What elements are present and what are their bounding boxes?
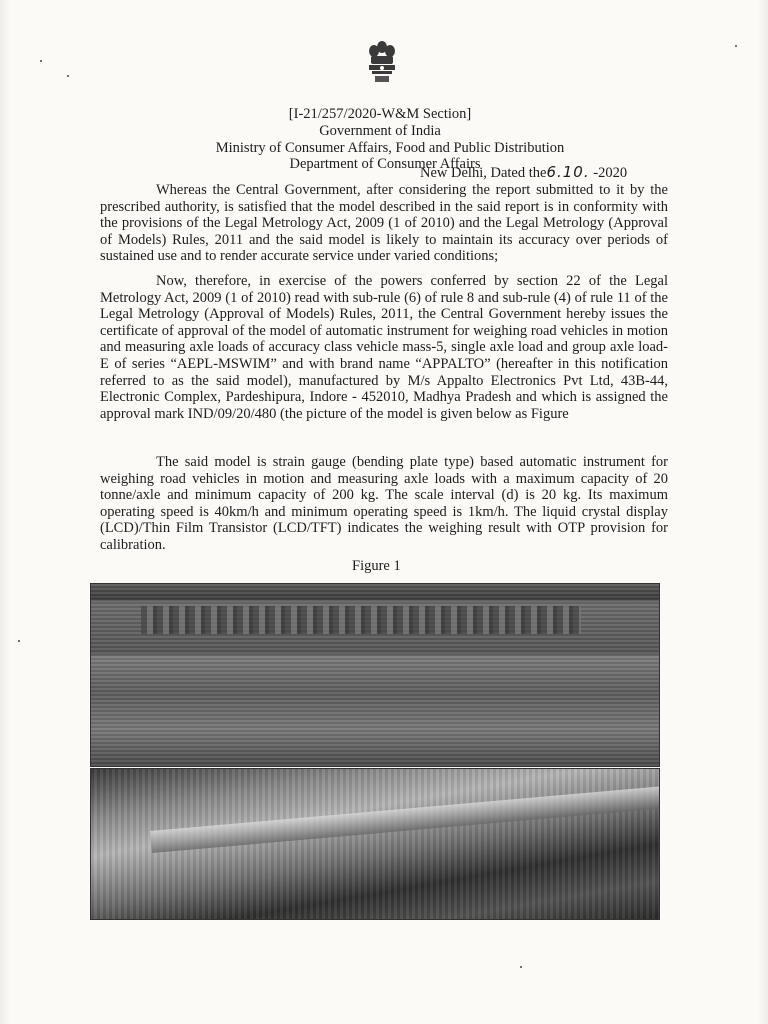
scan-speck <box>520 966 522 968</box>
paragraph-whereas: Whereas the Central Government, after considering the report submitted to it by the prescribed authority, is satisfied that the model described in the said report is in conformity with the provisions of the Legal Metrology Act, 2009 (1 of 2010) and the Legal Metrology (Approval of Models) Rules, 2011 and the said model is likely to maintain its accuracy over periods of sustained use and to render accurate service under varied conditions; <box>100 182 668 265</box>
date-line <box>420 163 627 182</box>
date-handwritten: 6.10. <box>546 163 590 181</box>
national-emblem-icon <box>364 38 400 86</box>
file-number: [I-21/257/2020-W&M Section] <box>288 106 472 122</box>
scan-speck <box>735 45 737 47</box>
platform-label-band <box>141 606 581 634</box>
sensor-plate <box>150 786 660 853</box>
ministry-name: Ministry of Consumer Affairs, Food and Public Distribution <box>215 140 565 156</box>
date-prefix: New Delhi, Dated the <box>420 165 547 181</box>
department-name: Department of Consumer Affairs <box>289 156 481 172</box>
paragraph-now-therefore: Now, therefore, in exercise of the powers conferred by section 22 of the Legal Metrology Act, 2009 (1 of 2010) read with sub-rule (6) of rule 8 and sub-rule (4) of rule 11 of the Legal Metrology (Approval of Models) Rules, 2011, the Central Government hereby issues the certificate of approval of the model of automatic instrument for weighing road vehicles in motion and measuring axle loads of accuracy class vehicle mass-5, single axle load and group axle load-E of series “AEPL-MSWIM” and with brand name “APPALTO” (hereafter in this notification referred to as the said model), manufactured by M/s Appalto Electronics Pvt Ltd, 43B-44, Electronic Complex, Pardeshipura, Indore - 452010, Madhya Pradesh and which is assigned the approval mark IND/09/20/480 (the picture of the model is given below as Figure <box>100 273 668 422</box>
government-name: Government of India <box>319 123 441 139</box>
figure-photo-installed-sensor <box>90 768 660 920</box>
scan-speck <box>40 60 42 62</box>
scan-speck <box>67 75 69 77</box>
scan-speck <box>18 640 20 642</box>
figure-caption: Figure 1 <box>352 558 401 574</box>
date-suffix: -2020 <box>593 165 628 181</box>
figure-photo-weighing-platform <box>90 583 660 767</box>
paragraph-model-description: The said model is strain gauge (bending plate type) based automatic instrument for weighing road vehicles in motion and measuring axle loads with a maximum capacity of 20 tonne/axle and minimum capacity of 200 kg. The scale interval (d) is 20 kg. Its maximum operating speed is 40km/h and minimum operating speed is 1km/h. The liquid crystal display (LCD)/Thin Film Transistor (LCD/TFT) indicates the weighing result with OTP provision for calibration. <box>100 454 668 553</box>
